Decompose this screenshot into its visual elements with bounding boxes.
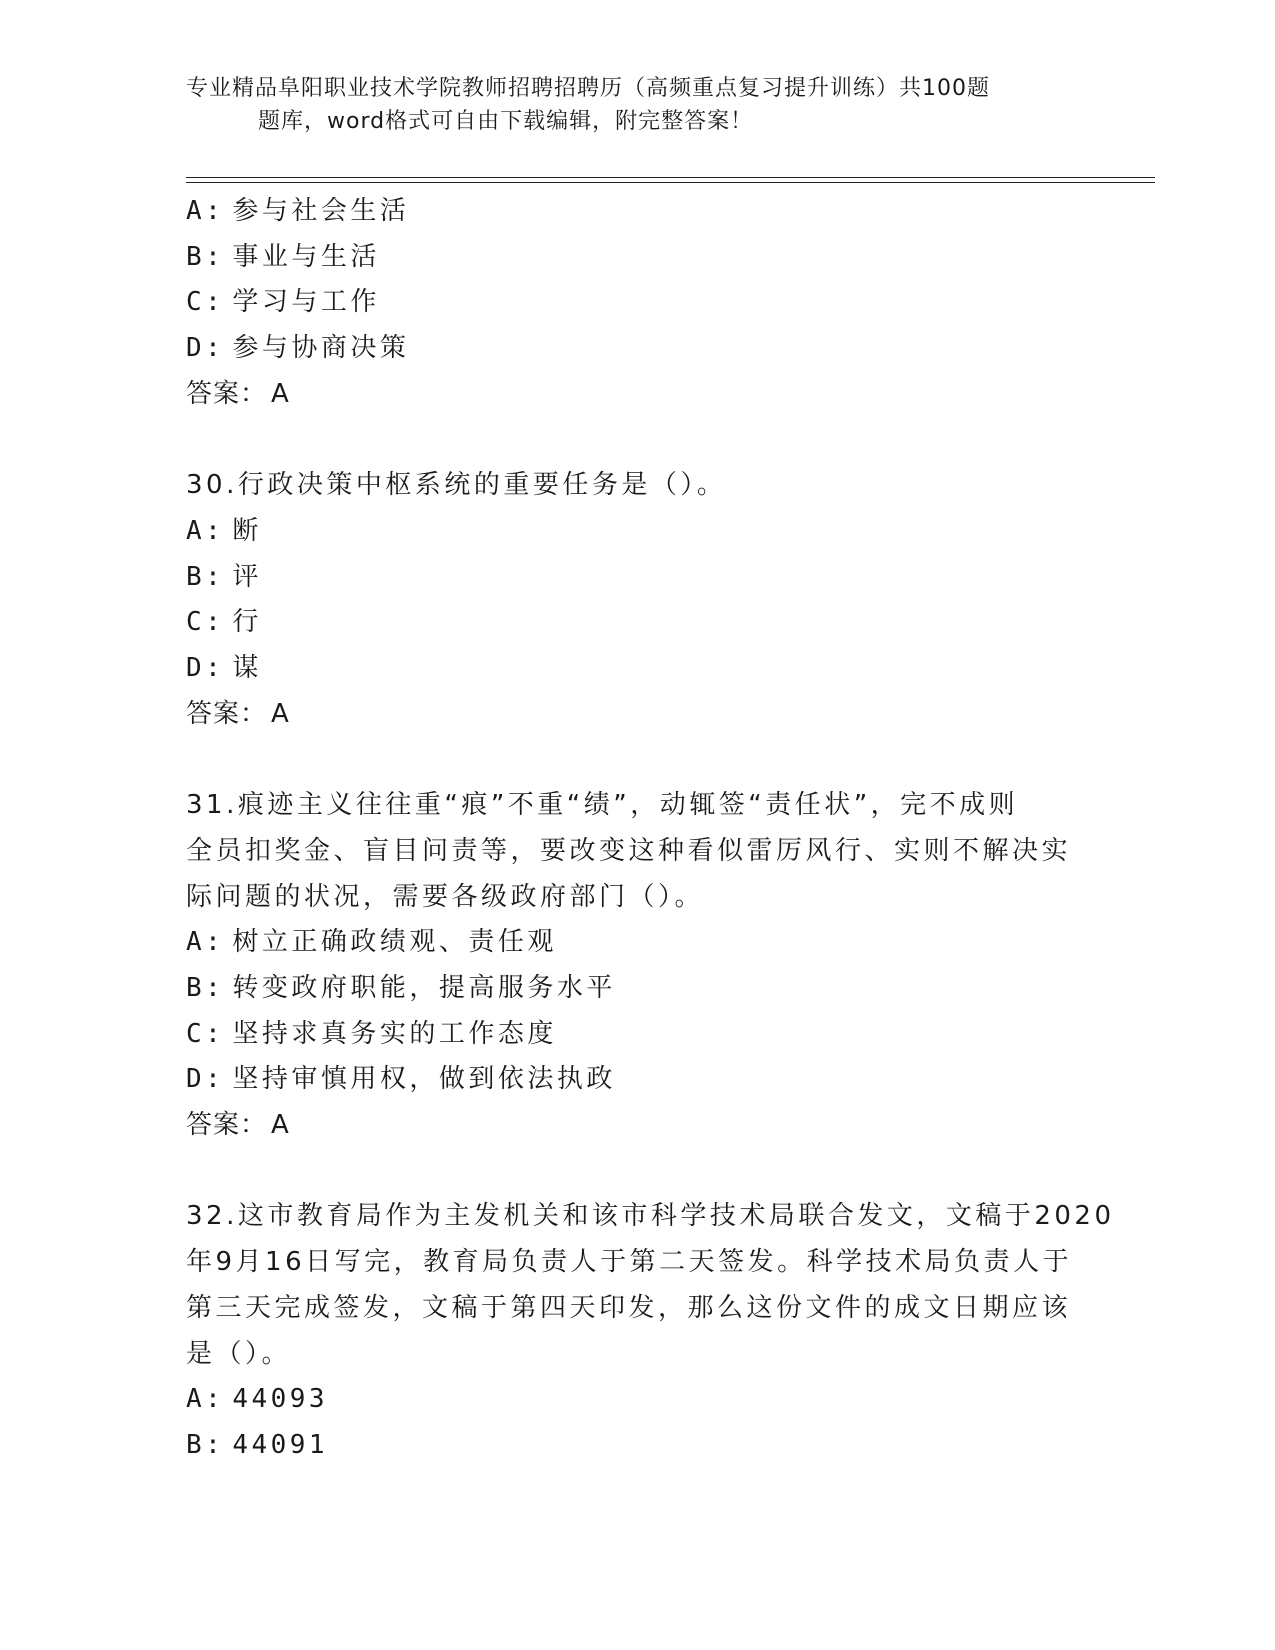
option-text: 学习与工作 bbox=[232, 287, 380, 318]
option-letter: D: bbox=[186, 653, 225, 684]
header-divider-bottom bbox=[186, 182, 1155, 183]
option-letter: C: bbox=[186, 1018, 225, 1049]
question-text-line-1: 31.痕迹主义往往重“痕”不重“绩”，动辄签“责任状”，完不成则 bbox=[186, 790, 1019, 821]
answer-label: 答案： bbox=[186, 698, 268, 729]
option-d bbox=[186, 326, 1086, 372]
spacer bbox=[186, 737, 1086, 783]
option-a bbox=[186, 1377, 1086, 1423]
answer-value: A bbox=[271, 1110, 290, 1141]
question-text-line-4: 是（）。 bbox=[186, 1338, 292, 1369]
option-b bbox=[186, 555, 1086, 601]
answer-label: 答案： bbox=[186, 378, 268, 409]
option-text: 转变政府职能，提高服务水平 bbox=[232, 972, 616, 1003]
option-a bbox=[186, 920, 1086, 966]
question-block-31 bbox=[186, 783, 1086, 1149]
option-letter: A: bbox=[186, 515, 225, 546]
option-c bbox=[186, 600, 1086, 646]
option-b bbox=[186, 235, 1086, 281]
question-block-30 bbox=[186, 463, 1086, 737]
option-letter: B: bbox=[186, 241, 225, 272]
question-list bbox=[186, 189, 1115, 1469]
option-text: 参与社会生活 bbox=[232, 196, 410, 226]
question-block-prev bbox=[186, 189, 1086, 418]
spacer bbox=[186, 418, 1086, 464]
option-text: 坚持审慎用权，做到依法执政 bbox=[232, 1064, 616, 1095]
option-b bbox=[186, 1423, 1086, 1469]
option-letter: B: bbox=[186, 972, 225, 1003]
question-text-line-1: 32.这市教育局作为主发机关和该市科学技术局联合发文，文稿于2020 bbox=[186, 1201, 1115, 1232]
answer-line bbox=[186, 692, 1086, 738]
option-a bbox=[186, 509, 1086, 555]
spacer bbox=[186, 1149, 1086, 1195]
answer-label: 答案： bbox=[186, 1110, 268, 1141]
document-header bbox=[186, 72, 1086, 138]
option-c bbox=[186, 1012, 1086, 1058]
answer-value: A bbox=[271, 378, 290, 409]
option-text: 44091 bbox=[232, 1429, 329, 1460]
option-text: 行 bbox=[232, 607, 262, 638]
option-d bbox=[186, 646, 1086, 692]
option-d bbox=[186, 1057, 1086, 1103]
header-divider-top bbox=[186, 177, 1155, 178]
question-block-32 bbox=[186, 1194, 1115, 1468]
option-letter: D: bbox=[186, 1064, 225, 1095]
option-letter: C: bbox=[186, 287, 225, 318]
option-letter: A: bbox=[186, 927, 225, 958]
option-a bbox=[186, 189, 1086, 235]
option-text: 评 bbox=[232, 561, 262, 592]
answer-line bbox=[186, 372, 1086, 418]
header-title-line-1: 专业精品阜阳职业技术学院教师招聘招聘历（高频重点复习提升训练）共100题 bbox=[186, 76, 990, 101]
option-b bbox=[186, 966, 1086, 1012]
header-title-line-2: 题库，word格式可自由下载编辑，附完整答案！ bbox=[258, 109, 754, 134]
option-text: 断 bbox=[232, 515, 262, 546]
option-text: 参与协商决策 bbox=[232, 333, 410, 364]
question-text: 30.行政决策中枢系统的重要任务是（）。 bbox=[186, 470, 727, 501]
question-text-line-3: 第三天完成签发，文稿于第四天印发，那么这份文件的成文日期应该 bbox=[186, 1292, 1072, 1323]
option-text: 事业与生活 bbox=[232, 241, 380, 272]
option-letter: B: bbox=[186, 1429, 225, 1460]
question-text-line-2: 全员扣奖金、盲目问责等，要改变这种看似雷厉风行、实则不解决实 bbox=[186, 835, 1072, 866]
option-text: 坚持求真务实的工作态度 bbox=[232, 1018, 557, 1049]
option-letter: B: bbox=[186, 561, 225, 592]
option-letter: A: bbox=[186, 196, 225, 226]
option-text: 44093 bbox=[232, 1384, 329, 1415]
option-c bbox=[186, 280, 1086, 326]
answer-line bbox=[186, 1103, 1086, 1149]
answer-value: A bbox=[271, 698, 290, 729]
option-text: 树立正确政绩观、责任观 bbox=[232, 927, 557, 958]
option-text: 谋 bbox=[232, 653, 262, 684]
option-letter: D: bbox=[186, 333, 225, 364]
option-letter: A: bbox=[186, 1384, 225, 1415]
question-text-line-3: 际问题的状况，需要各级政府部门（）。 bbox=[186, 881, 705, 912]
option-letter: C: bbox=[186, 607, 225, 638]
question-text-line-2: 年9月16日写完，教育局负责人于第二天签发。科学技术局负责人于 bbox=[186, 1247, 1073, 1278]
